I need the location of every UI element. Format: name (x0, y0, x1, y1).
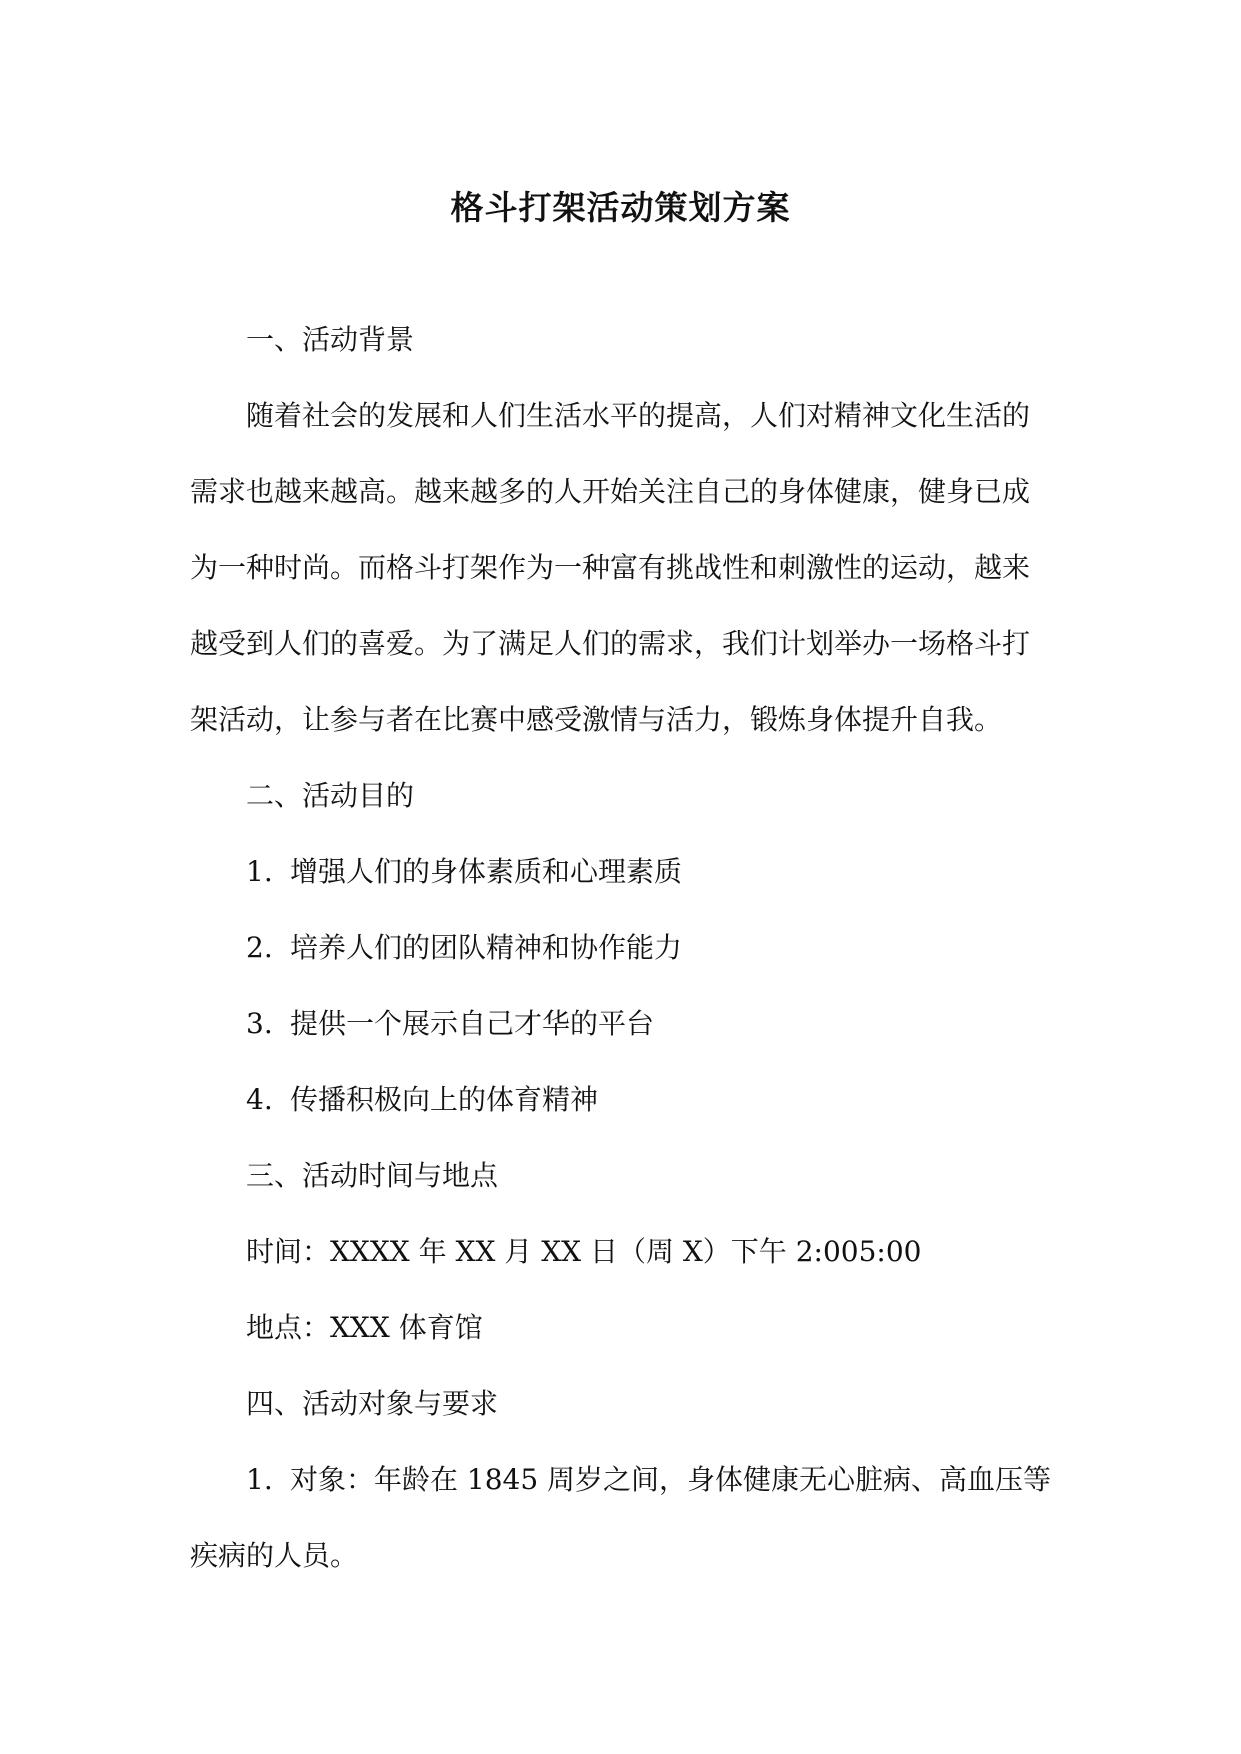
paragraph-line: 需求也越来越高。越来越多的人开始关注自己的身体健康，健身已成 (190, 475, 1031, 508)
list-item (190, 910, 1060, 986)
list-item-number: 1. (246, 1463, 273, 1496)
section-heading-participants: 四、活动对象与要求 (246, 1387, 499, 1420)
list-item-number: 1. (246, 855, 273, 888)
participants-item-continuation: 疾病的人员。 (190, 1539, 359, 1572)
paragraph-line: 越受到人们的喜爱。为了满足人们的需求，我们计划举办一场格斗打 (190, 627, 1031, 660)
participants-item (190, 1442, 1060, 1518)
document-body (190, 302, 1060, 1594)
section-heading-time-place: 三、活动时间与地点 (246, 1159, 499, 1192)
section-heading-background: 一、活动背景 (246, 323, 415, 356)
list-item (190, 1062, 1060, 1138)
paragraph-line: 为一种时尚。而格斗打架作为一种富有挑战性和刺激性的运动，越来 (190, 551, 1031, 584)
section-heading-purpose: 二、活动目的 (246, 779, 415, 812)
paragraph-line: 随着社会的发展和人们生活水平的提高，人们对精神文化生活的 (246, 399, 1031, 432)
list-item-number: 4. (246, 1083, 273, 1116)
background-paragraph (190, 378, 1060, 758)
list-item (190, 986, 1060, 1062)
paragraph-line: 架活动，让参与者在比赛中感受激情与活力，锻炼身体提升自我。 (190, 703, 1003, 736)
document-title: 格斗打架活动策划方案 (450, 188, 791, 227)
list-item-text: 提供一个展示自己才华的平台 (290, 1007, 655, 1040)
event-place: 地点：XXX 体育馆 (246, 1311, 483, 1344)
list-item-text: 增强人们的身体素质和心理素质 (290, 855, 683, 888)
event-time: 时间：XXXX 年 XX 月 XX 日（周 X）下午 2:005:00 (246, 1235, 922, 1268)
list-item-text: 对象：年龄在 1845 周岁之间，身体健康无心脏病、高血压等 (290, 1463, 1052, 1496)
list-item-number: 3. (246, 1007, 273, 1040)
list-item (190, 834, 1060, 910)
list-item-text: 传播积极向上的体育精神 (290, 1083, 599, 1116)
list-item-number: 2. (246, 931, 273, 964)
list-item-text: 培养人们的团队精神和协作能力 (290, 931, 683, 964)
